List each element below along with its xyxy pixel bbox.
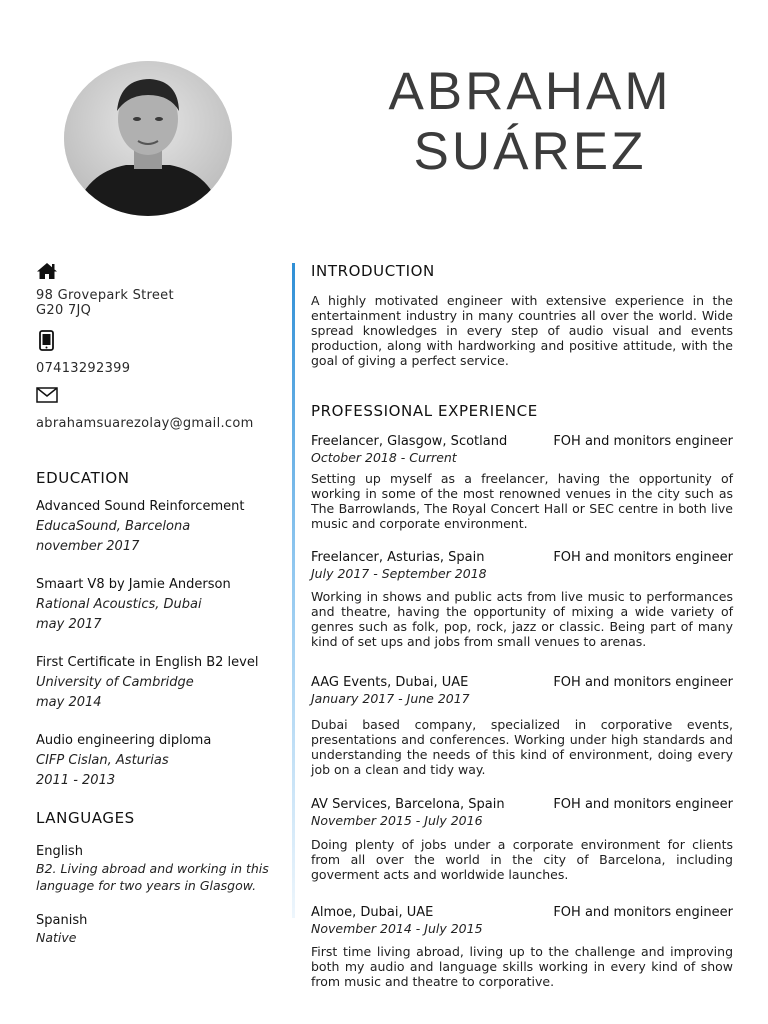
job-company: AAG Events, Dubai, UAE <box>311 675 469 690</box>
job-company: Freelancer, Asturias, Spain <box>311 550 485 565</box>
job-role: FOH and monitors engineer <box>553 434 733 449</box>
education-date: november 2017 <box>36 539 140 554</box>
job-dates: July 2017 - September 2018 <box>311 566 487 581</box>
job-description: Doing plenty of jobs under a corporate environment for clients from all over the world in the city of Barcelona, including goverment acts and worldwide launches. <box>311 837 733 882</box>
last-name: SUÁREZ <box>413 122 647 181</box>
portrait-image <box>64 61 232 216</box>
job-company: Almoe, Dubai, UAE <box>311 905 434 920</box>
job-entry <box>311 549 733 649</box>
job-company: AV Services, Barcelona, Spain <box>311 797 505 812</box>
languages-heading: LANGUAGES <box>36 809 135 827</box>
education-date: 2011 - 2013 <box>36 773 116 788</box>
job-description: Working in shows and public acts from live music to performances and theatre, having the opportunity of mixing a wide variety of genres such as folk, pop, rock, jazz or classic. Being part of many kind of set ups and jobs from small venues to arenas. <box>311 589 733 649</box>
language-item <box>36 843 286 894</box>
education-item <box>36 575 286 635</box>
education-list <box>36 497 286 791</box>
candidate-name <box>300 62 760 182</box>
job-role: FOH and monitors engineer <box>553 905 733 920</box>
envelope-icon <box>36 387 58 407</box>
job-entry <box>311 674 733 777</box>
mobile-phone-icon <box>36 330 58 352</box>
job-description: Dubai based company, specialized in corporative events, presentations and conferences. Working under high standards and understanding the needs of this kind of environment, doing every job on a clean and tidy way. <box>311 717 733 777</box>
job-dates: October 2018 - Current <box>311 450 457 465</box>
phone: 07413292399 <box>36 361 131 376</box>
education-institution: CIFP Cislan, Asturias <box>36 753 169 768</box>
first-name: ABRAHAM <box>388 62 672 121</box>
job-dates: November 2015 - July 2016 <box>311 813 483 828</box>
job-company: Freelancer, Glasgow, Scotland <box>311 434 508 449</box>
address <box>36 288 286 318</box>
home-icon <box>36 262 58 282</box>
email: abrahamsuarezolay@gmail.com <box>36 416 254 431</box>
education-course: First Certificate in English B2 level <box>36 655 259 670</box>
left-column <box>36 262 286 946</box>
education-item <box>36 497 286 557</box>
education-heading: EDUCATION <box>36 469 130 487</box>
language-description: Native <box>36 930 77 945</box>
education-course: Advanced Sound Reinforcement <box>36 499 245 514</box>
address-line2: G20 7JQ <box>36 303 92 318</box>
language-item <box>36 912 286 946</box>
experience-heading: PROFESSIONAL EXPERIENCE <box>311 402 538 420</box>
job-entry <box>311 796 733 882</box>
education-item <box>36 731 286 791</box>
language-name: English <box>36 844 83 859</box>
column-divider <box>292 263 295 918</box>
languages-list <box>36 843 286 946</box>
job-header <box>311 796 733 813</box>
right-column <box>311 262 733 989</box>
address-line1: 98 Grovepark Street <box>36 288 174 303</box>
education-course: Audio engineering diploma <box>36 733 212 748</box>
language-name: Spanish <box>36 913 88 928</box>
profile-photo <box>64 61 232 216</box>
education-date: may 2014 <box>36 695 102 710</box>
job-dates: January 2017 - June 2017 <box>311 691 470 706</box>
job-role: FOH and monitors engineer <box>553 797 733 812</box>
job-header <box>311 549 733 566</box>
education-institution: Rational Acoustics, Dubai <box>36 597 202 612</box>
education-institution: EducaSound, Barcelona <box>36 519 191 534</box>
job-header <box>311 674 733 691</box>
education-course: Smaart V8 by Jamie Anderson <box>36 577 231 592</box>
language-description: B2. Living abroad and working in this language for two years in Glasgow. <box>36 861 269 893</box>
job-role: FOH and monitors engineer <box>553 550 733 565</box>
job-description: First time living abroad, living up to the challenge and improving both my audio and language skills working in every kind of show from music and theatre to corporative. <box>311 944 733 989</box>
introduction-heading: INTRODUCTION <box>311 262 435 280</box>
job-role: FOH and monitors engineer <box>553 675 733 690</box>
job-dates: November 2014 - July 2015 <box>311 921 483 936</box>
job-header <box>311 433 733 450</box>
education-institution: University of Cambridge <box>36 675 194 690</box>
job-header <box>311 904 733 921</box>
job-description: Setting up myself as a freelancer, having the opportunity of working in some of the most renowned venues in the city such as The Barrowlands, The Royal Concert Hall or SEC centre in both live music and corporate environment. <box>311 471 733 531</box>
education-date: may 2017 <box>36 617 102 632</box>
introduction-text: A highly motivated engineer with extensive experience in the entertainment industry in many countries all over the world. Wide spread knowledges in every step of audio visual and events production, along with hardworking and positive attitude, with the goal of giving a perfect service. <box>311 293 733 368</box>
job-entry <box>311 433 733 531</box>
job-entry <box>311 904 733 989</box>
education-item <box>36 653 286 713</box>
